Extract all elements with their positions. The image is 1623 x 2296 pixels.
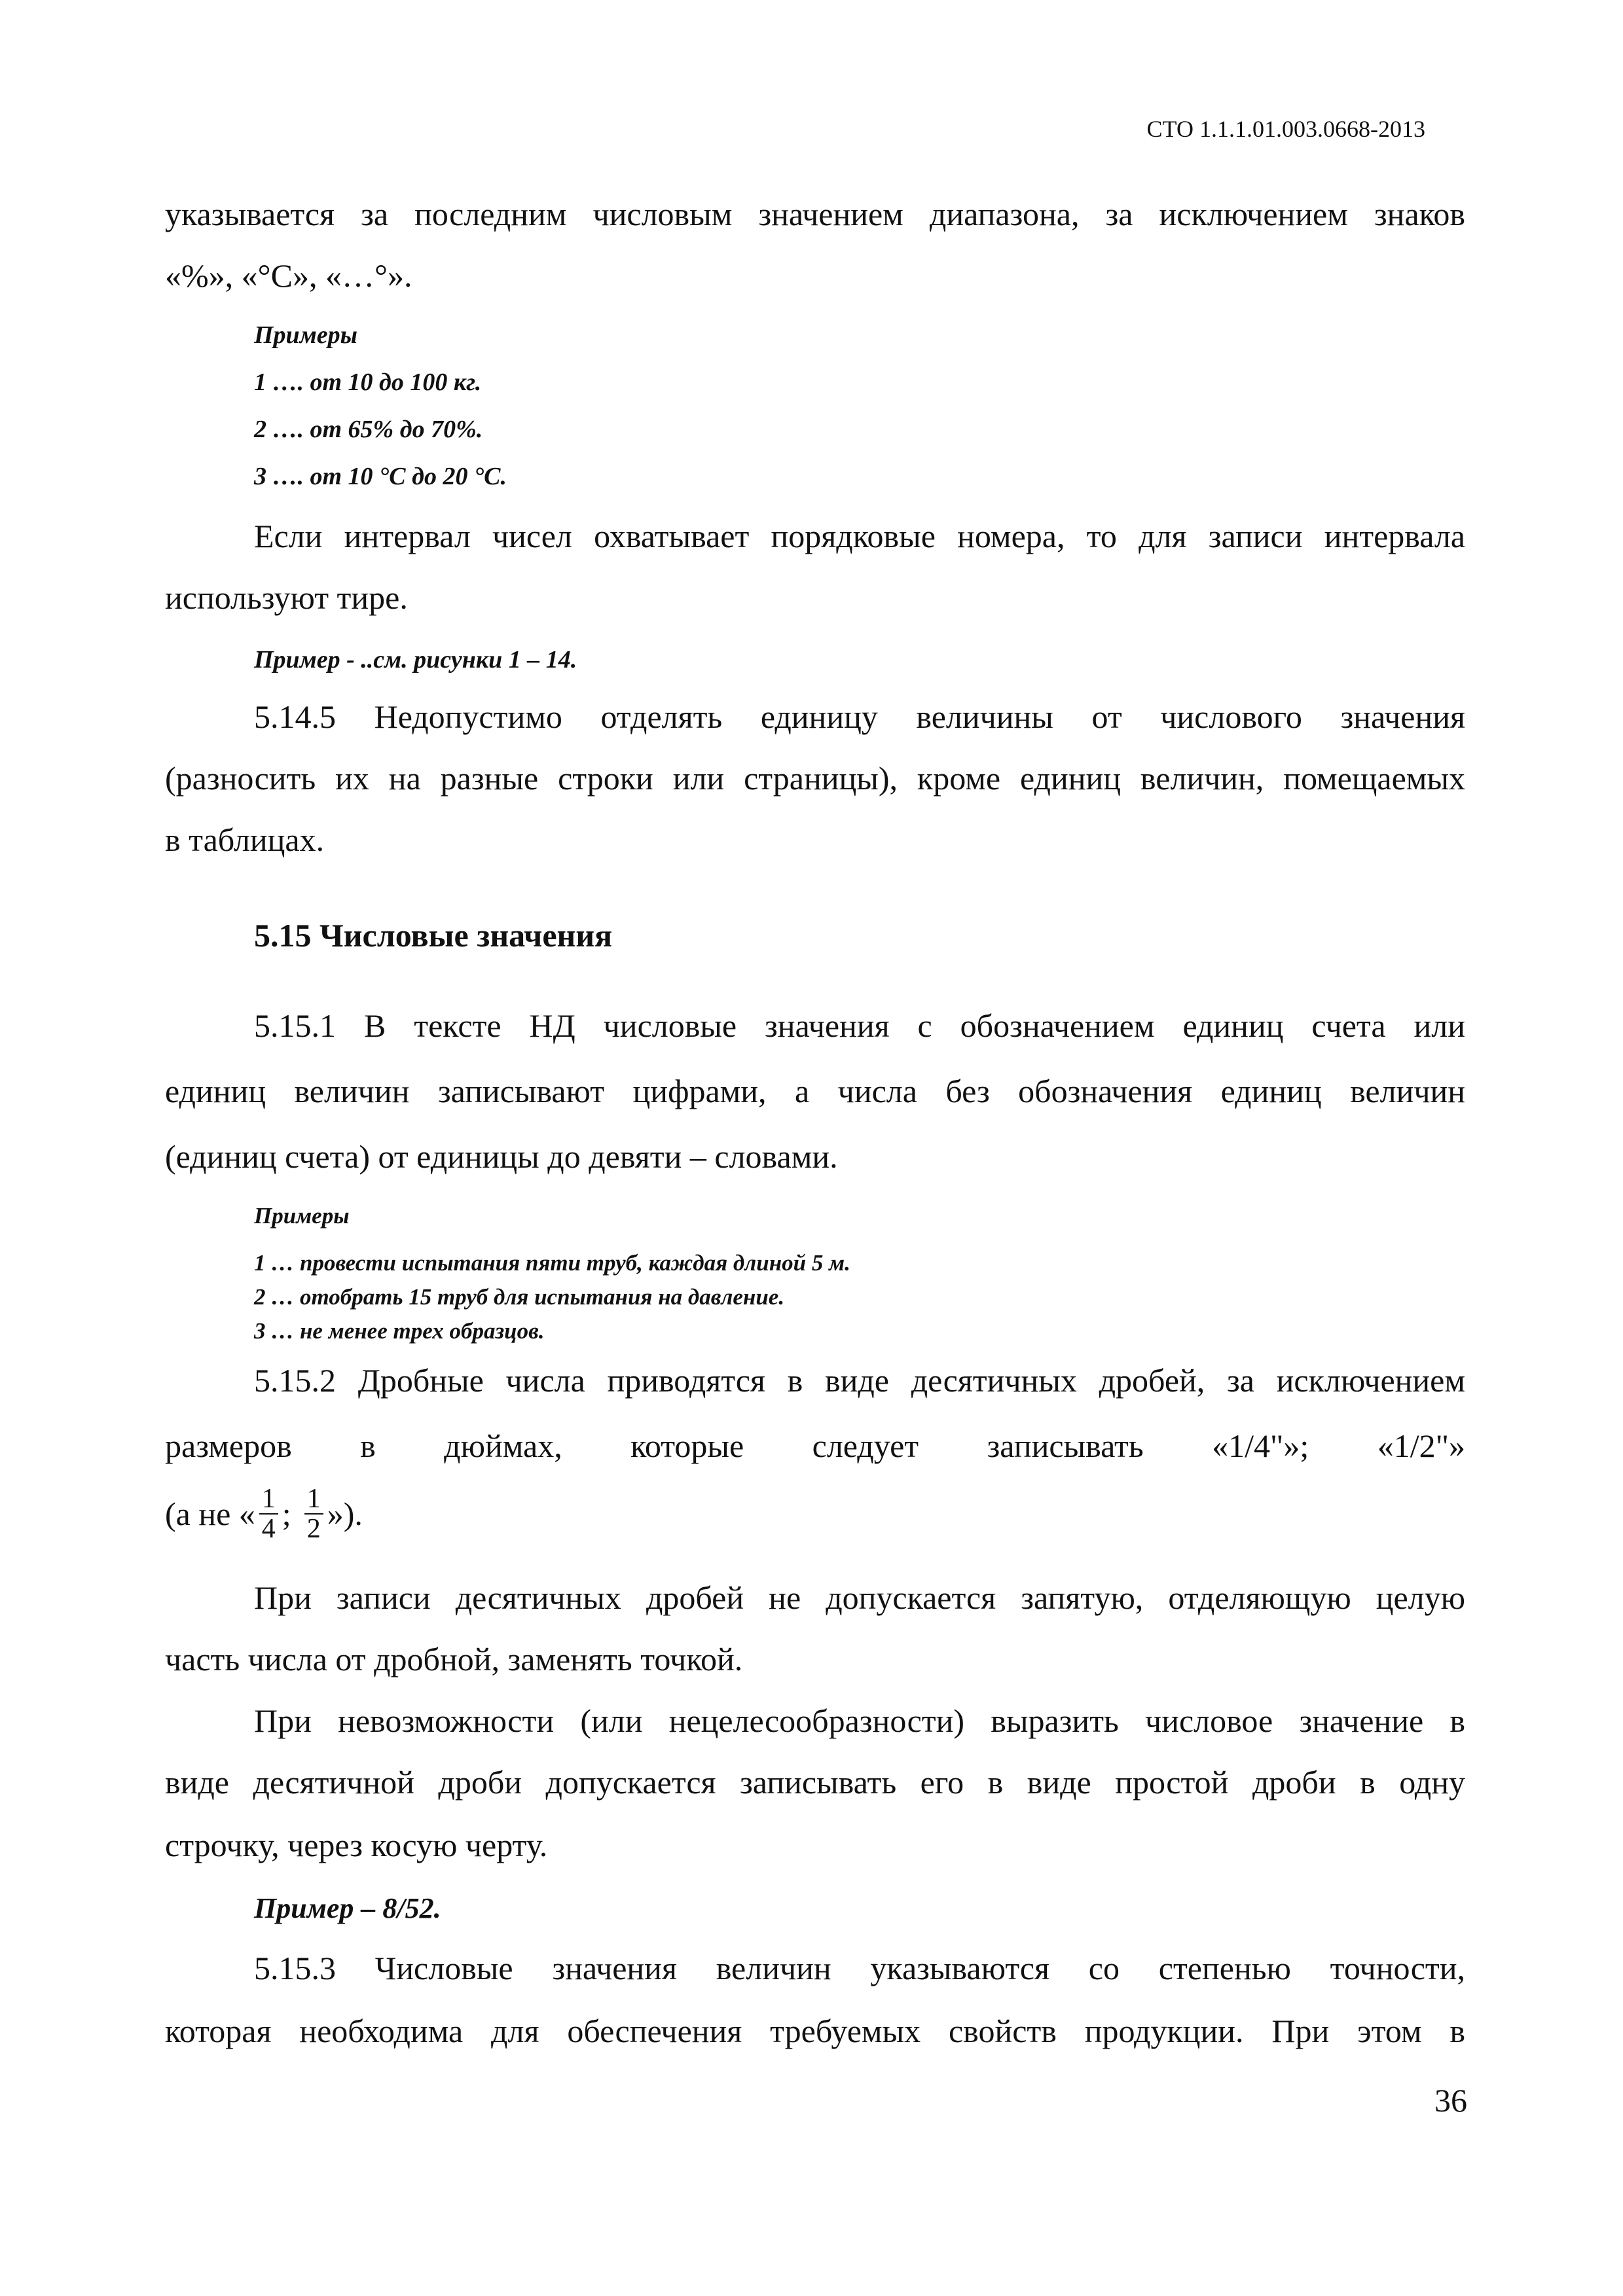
paragraph-line: Если интервал чисел охватывает порядковые номера, то для записи интервала <box>254 518 1465 554</box>
paragraph-line: 5.15.1 В тексте НД числовые значения с обозначением единиц счета или <box>254 1007 1465 1044</box>
fraction-denominator: 2 <box>306 1514 321 1545</box>
paragraph-line: указывается за последним числовым значением диапазона, за исключением знаков <box>165 196 1465 232</box>
fraction-separator: ; <box>282 1496 291 1533</box>
page-number: 36 <box>1434 2082 1467 2119</box>
fraction-one-quarter <box>259 1484 278 1543</box>
paragraph-line: 5.14.5 Недопустимо отделять единицу величины от числового значения <box>254 698 1465 735</box>
paragraph-line: 5.15.2 Дробные числа приводятся в виде десятичных дробей, за исключением <box>254 1362 1465 1399</box>
paragraph-line-fractions <box>165 1484 363 1543</box>
paragraph-line: единиц величин записывают цифрами, а числа без обозначения единиц величин <box>165 1073 1465 1109</box>
paragraph-line: (единиц счета) от единицы до девяти – словами. <box>165 1138 838 1175</box>
fraction-one-half <box>304 1484 323 1543</box>
example-single: Пример – 8/52. <box>254 1892 441 1924</box>
section-heading: 5.15 Числовые значения <box>254 917 613 954</box>
example-item: 3 … не менее трех образцов. <box>254 1318 545 1344</box>
example-single: Пример - ..см. рисунки 1 – 14. <box>254 646 577 673</box>
example-item: 1 … провести испытания пяти труб, каждая длиной 5 м. <box>254 1250 850 1276</box>
paragraph-line: (разносить их на разные строки или страницы), кроме единиц величин, помещаемых <box>165 760 1465 797</box>
paragraph-line: в таблицах. <box>165 821 325 858</box>
fraction-numerator: 1 <box>259 1484 278 1515</box>
example-item: 3 …. от 10 °С до 20 °С. <box>254 463 507 490</box>
fraction-numerator: 1 <box>304 1484 323 1515</box>
document-code: СТО 1.1.1.01.003.0668-2013 <box>1146 116 1425 142</box>
paragraph-line: «%», «°С», «…°». <box>165 257 412 294</box>
paragraph-line: виде десятичной дроби допускается записывать его в виде простой дроби в одну <box>165 1764 1465 1801</box>
example-item: 1 …. от 10 до 100 кг. <box>254 368 482 396</box>
examples-title: Примеры <box>254 1203 350 1229</box>
paragraph-line: часть числа от дробной, заменять точкой. <box>165 1641 743 1677</box>
paragraph-line: 5.15.3 Числовые значения величин указываются со степенью точности, <box>254 1950 1465 1986</box>
paragraph-line: которая необходима для обеспечения требуемых свойств продукции. При этом в <box>165 2013 1465 2049</box>
paragraph-line: используют тире. <box>165 579 408 616</box>
examples-title: Примеры <box>254 321 357 349</box>
paragraph-line: При записи десятичных дробей не допускается запятую, отделяющую целую <box>254 1579 1465 1616</box>
fraction-denominator: 4 <box>261 1514 276 1545</box>
fraction-suffix: »). <box>327 1496 363 1533</box>
paragraph-line: строчку, через косую черту. <box>165 1827 548 1863</box>
example-item: 2 …. от 65% до 70%. <box>254 416 483 443</box>
fraction-prefix: (а не « <box>165 1496 255 1533</box>
paragraph-line: При невозможности (или нецелесообразности) выразить числовое значение в <box>254 1702 1465 1739</box>
example-item: 2 … отобрать 15 труб для испытания на давление. <box>254 1284 785 1310</box>
paragraph-line: размеров в дюймах, которые следует записывать «1/4"»; «1/2"» <box>165 1427 1465 1464</box>
